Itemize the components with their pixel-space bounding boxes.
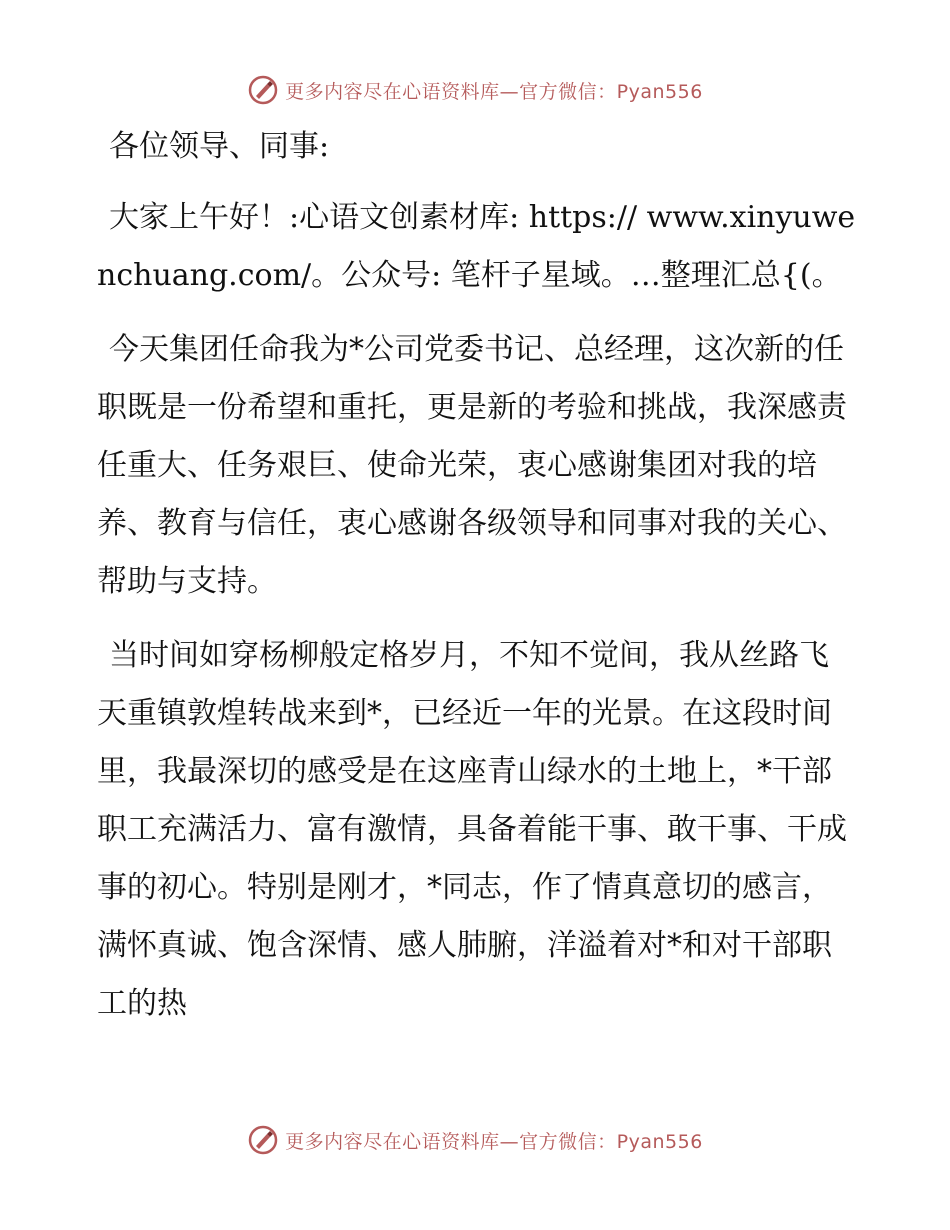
paragraph-2: 今天集团任命我为*公司党委书记、总经理，这次新的任职既是一份希望和重托，更是新的考验和挑战，我深感责任重大、任务艰巨、使命光荣，衷心感谢集团对我的培养、教育与信任，衷心感谢各级领导和同事对我的关心、帮助与支持。 bbox=[97, 332, 847, 599]
footer-banner-text: 更多内容尽在心语资料库—官方微信：Pyan556 bbox=[285, 1130, 703, 1153]
pen-circle-logo-icon bbox=[247, 74, 279, 106]
header-banner-text: 更多内容尽在心语资料库—官方微信：Pyan556 bbox=[285, 80, 703, 103]
salutation: 各位领导、同事: bbox=[109, 129, 330, 164]
document-body bbox=[97, 118, 857, 1033]
header-banner bbox=[0, 70, 950, 110]
pen-circle-logo-icon bbox=[247, 1124, 279, 1156]
footer-banner bbox=[0, 1120, 950, 1160]
paragraph-1: 大家上午好！:心语文创素材库: https:// www.xinyuwenchuang.com/。公众号: 笔杆子星域。…整理汇总{(。 bbox=[97, 200, 856, 293]
paragraph-3: 当时间如穿杨柳般定格岁月，不知不觉间，我从丝路飞天重镇敦煌转战来到*，已经近一年的光景。在这段时间里，我最深切的感受是在这座青山绿水的土地上，*干部职工充满活力、富有激情，具备着能干事、敢干事、干成事的初心。特别是刚才，*同志，作了情真意切的感言，满怀真诚、饱含深情、感人肺腑，洋溢着对*和对干部职工的热 bbox=[97, 638, 847, 1021]
